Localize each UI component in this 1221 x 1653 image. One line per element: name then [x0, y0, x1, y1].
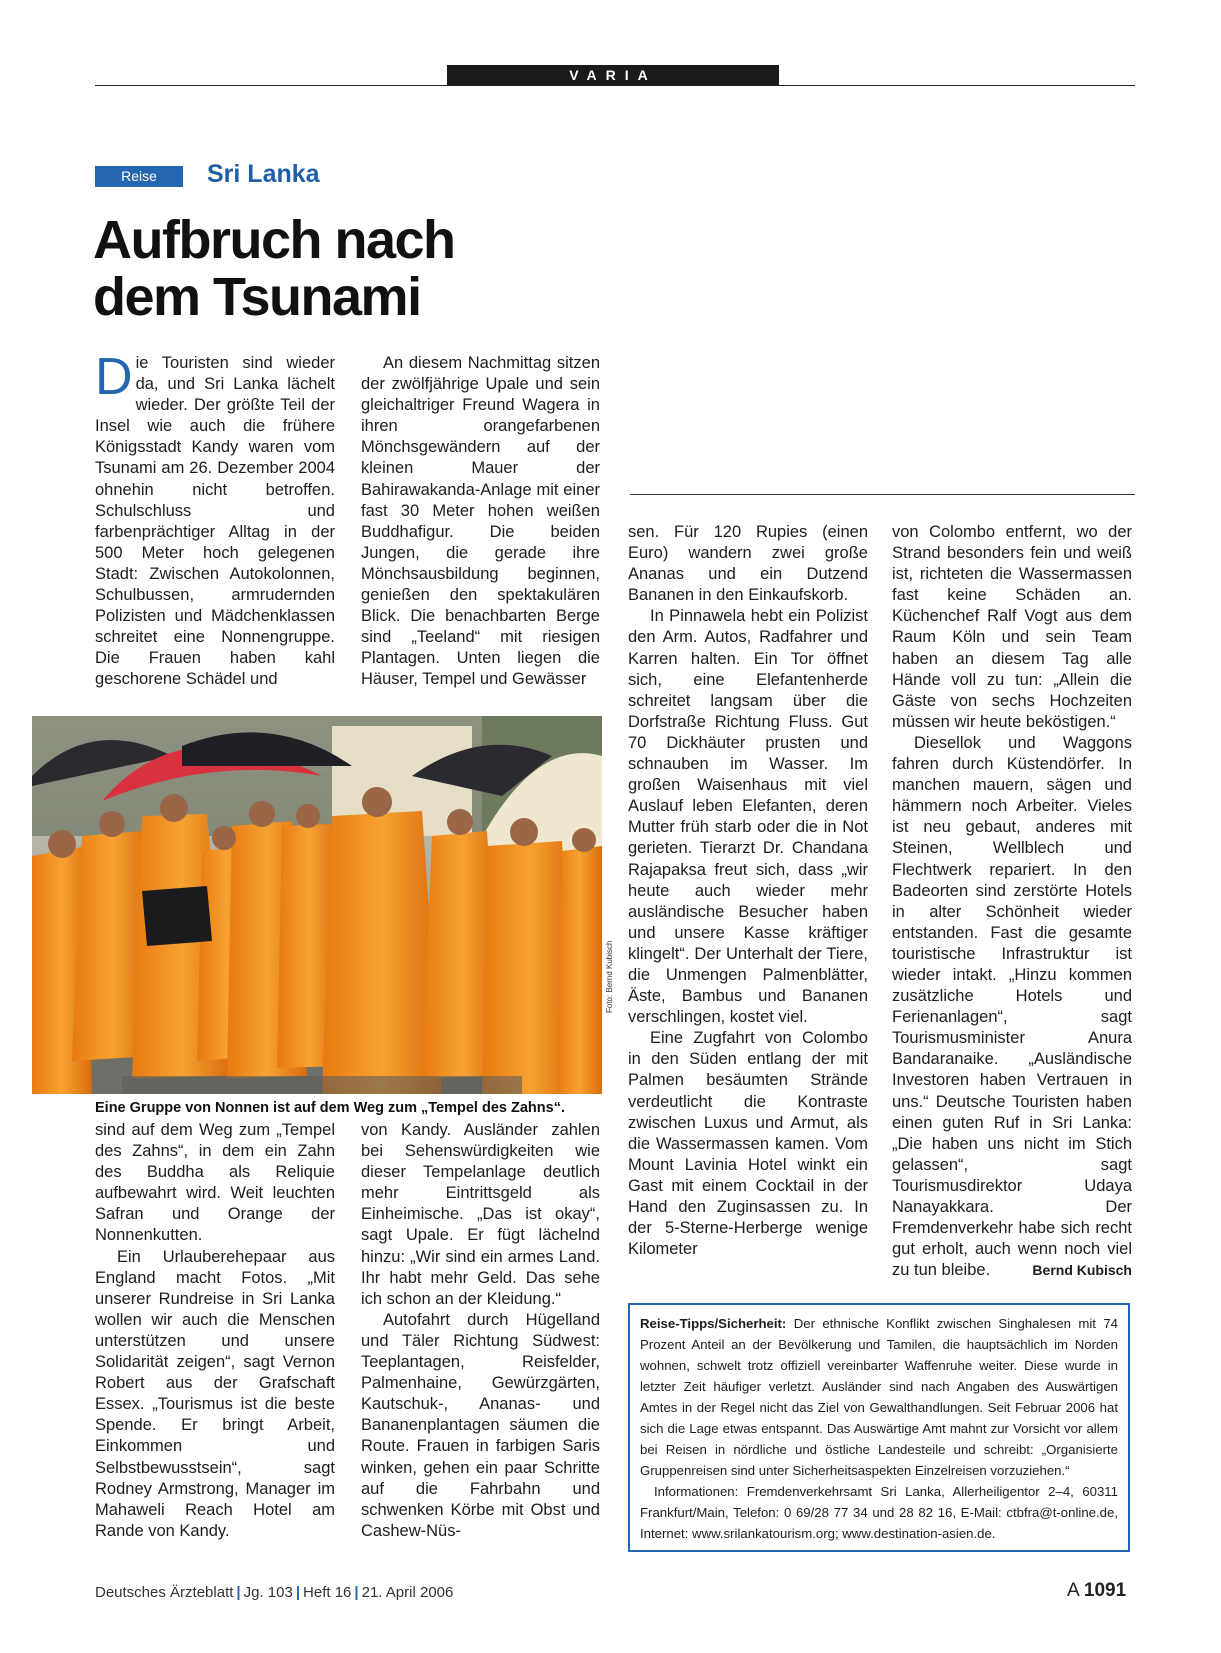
article-paragraph: ie Touristen sind wieder da, und Sri Lanka lächelt wieder. Der größte Teil der Insel wie auch die frühere Königsstadt Kandy waren vom Tsunami am 26. Dezember 2004 ohnehin nicht betroffen. Schulschluss und farbenprächtiger Alltag in der 500 Meter hoch gelegenen Stadt: Zwischen Autokolonnen, Schulbussen, armrudernden Polizisten und Mädchenklassen schreitet eine Nonnengruppe. Die Frauen haben kahl geschorene Schädel und: [95, 354, 335, 689]
article-paragraph: von Kandy. Ausländer zahlen bei Sehenswürdigkeiten wie dieser Tempelanlage deutlich mehr Eintrittsgeld als Einheimische. „Das ist okay“, sagt Upale. Er fügt lächelnd hinzu: „Wir sind ein armes Land. Ihr habt mehr Geld. Das sehe ich schon an der Kleidung.“: [361, 1121, 600, 1308]
category-badge: Reise: [95, 166, 183, 187]
page-prefix: A: [1067, 1580, 1079, 1601]
photo-credit: Foto: Bernd Kubisch: [605, 940, 614, 1013]
info-label: Reise-Tipps/Sicherheit:: [640, 1316, 787, 1331]
article-column-2: [361, 353, 600, 691]
article-column-1b: [95, 1120, 335, 1542]
photo-caption: Eine Gruppe von Nonnen ist auf dem Weg zum „Tempel des Zahns“.: [95, 1100, 565, 1116]
page-number: [1067, 1580, 1126, 1602]
article-paragraph: von Colombo entfernt, wo der Strand besonders fein und weiß ist, richteten die Wassermassen fast keine Schäden an. Küchenchef Ralf Vogt aus dem Raum Köln und sein Team haben an diesem Tag alle Hände voll zu tun: „Allein die Gäste von sechs Hochzeiten müssen wir heute beköstigen.“: [892, 523, 1132, 731]
author-name: Bernd Kubisch: [1032, 1262, 1132, 1279]
header-rule: [95, 85, 1135, 86]
footer: [95, 1584, 453, 1601]
page-number-value: 1091: [1083, 1580, 1127, 1601]
article-paragraph: sen. Für 120 Rupies (einen Euro) wandern zwei große Ananas und ein Dutzend Bananen in den Einkaufskorb.: [628, 523, 868, 605]
headline-line-1: Aufbruch nach: [93, 210, 455, 270]
article-paragraph: Autofahrt durch Hügelland und Täler Richtung Südwest: Teeplantagen, Reisfelder, Palmenhaine, Gewürzgärten, Kautschuk-, Ananas- und Bananenplantagen säumen die Route. Frauen in farbigen Saris winken, gehen ein paar Schritte auf die Fahrbahn und schwenken Körbe mit Obst und Cashew-Nüs-: [361, 1310, 600, 1540]
article-paragraph: In Pinnawela hebt ein Polizist den Arm. Autos, Radfahrer und Karren halten. Ein Tor öffnet sich, eine Elefantenherde schreitet langsam über die Dorfstraße Richtung Fluss. Gut 70 Dickhäuter prusten und schnauben im Wasser. Im großen Waisenhaus mit viel Auslauf leben Elefanten, deren Mutter früh starb oder die in Not gerieten. Tierarzt Dr. Chandana Rajapaksa freut sich, dass „wir heute auch wieder mehr ausländische Besucher haben und unsere Kasse kräftiger klingelt“. Der Unterhalt der Tiere, die Unmengen Palmenblätter, Äste, Bambus und Bananen verschlingen, kostet viel.: [628, 607, 868, 1027]
article-column-1: [95, 348, 335, 691]
article-paragraph: Diesellok und Waggons fahren durch Küstendörfer. In manchen mauern, sägen und hämmern noch Arbeiter. Vieles ist neu gebaut, anderes mit Steinen, Wellblech und Flechtwerk repariert. In den Badeorten sind zerstörte Hotels in alter Schönheit wieder entstanden. Fast die gesamte touristische Infrastruktur ist wieder intakt. „Hinzu kommen zusätzliche Hotels und Ferienanlagen“, sagt Tourismusminister Anura Bandaranaike. „Ausländische Investoren haben Vertrauen in uns.“ Deutsche Touristen haben einen guten Ruf in Sri Lanka: „Die haben uns nicht im Stich gelassen“, sagt Tourismusdirektor Udaya Nanayakkara. Der Fremdenverkehr habe sich recht gut erholt, auch wenn noch viel zu tun bleibe.: [892, 733, 1132, 1280]
issue-date: 21. April 2006: [361, 1584, 454, 1601]
section-label: VARIA: [447, 65, 779, 85]
info-contact: Informationen: Fremdenverkehrsamt Sri Lanka, Allerheiligentor 2–4, 60311 Frankfurt/Main, Telefon: 0 69/28 77 34 und 28 82 16, E-Mail: ctbfra@t-online.de, Internet: www.srilankatourism.org; www.destination-asien.de.: [640, 1484, 1118, 1541]
volume: Jg. 103: [243, 1584, 293, 1601]
article-column-3: [628, 522, 868, 1260]
article-paragraph: Eine Zugfahrt von Colombo in den Süden entlang der mit Palmen besäumten Strände verdeutlicht die Kontraste zwischen Luxus und Armut, als die Wassermassen kamen. Vom Mount Lavinia Hotel winkt ein Gast mit einem Cocktail in der Hand den Zuginsassen zu. In der 5-Sterne-Herberge wenige Kilometer: [628, 1029, 868, 1259]
article-column-2b: [361, 1120, 600, 1542]
footer-separator: |: [354, 1584, 359, 1601]
topic-title: Sri Lanka: [207, 160, 320, 188]
footer-separator: |: [295, 1584, 301, 1601]
footer-separator: |: [236, 1584, 241, 1601]
drop-cap: D: [95, 348, 133, 406]
nuns-photo: [32, 716, 602, 1094]
article-column-4: [892, 522, 1132, 1281]
article-paragraph: An diesem Nachmittag sitzen der zwölfjährige Upale und sein gleichaltriger Freund Wagera in ihren orangefarbenen Mönchsgewändern auf der kleinen Mauer der Bahirawakanda-Anlage mit einer fast 30 Meter hohen weißen Buddhafigur. Die beiden Jungen, die gerade ihre Mönchsausbildung beginnen, genießen den spektakulären Blick. Die benachbarten Berge sind „Teeland“ mit riesigen Plantagen. Unten liegen die Häuser, Tempel und Gewässer: [361, 354, 600, 689]
article-paragraph: sind auf dem Weg zum „Tempel des Zahns“, in dem ein Zahn des Buddha als Reliquie aufbewahrt wird. Weit leuchten Safran und Orange der Nonnenkutten.: [95, 1121, 335, 1245]
headline-line-2: dem Tsunami: [93, 267, 421, 327]
article-paragraph: Ein Urlauberehepaar aus England macht Fotos. „Mit unserer Rundreise in Sri Lanka wollen wir auch die Menschen unterstützen und unsere Solidarität zeigen“, sagt Vernon Robert aus der Grafschaft Essex. „Tourismus ist die beste Spende. Er bringt Arbeit, Einkommen und Selbstbewusstsein“, sagt Rodney Armstrong, Manager im Mahaweli Reach Hotel am Rande von Kandy.: [95, 1247, 335, 1540]
info-text: Der ethnische Konflikt zwischen Singhalesen mit 74 Prozent Anteil an der Bevölkerung und Tamilen, die hauptsächlich im Norden wohnen, schwelt trotz offiziell vereinbarter Waffenruhe weiter. Diese wurde in letzter Zeit häufiger verletzt. Ausländer sind nach Angaben des Auswärtigen Amtes in der Regel nicht das Ziel von Gewalthandlungen. Seit Februar 2006 hat sich die Lage etwas entspannt. Das Auswärtige Amt mahnt zur Vorsicht vor allem bei Reisen in nördliche und östliche Landesteile und schreibt: „Organisierte Gruppenreisen sind unter Sicherheitsaspekten Einzelreisen vorzuziehen.“: [640, 1316, 1118, 1478]
travel-tips-box: [628, 1303, 1130, 1552]
issue: Heft 16: [303, 1584, 352, 1601]
column-rule: [630, 494, 1135, 495]
headline: [93, 212, 693, 326]
journal-name: Deutsches Ärzteblatt: [95, 1584, 234, 1601]
